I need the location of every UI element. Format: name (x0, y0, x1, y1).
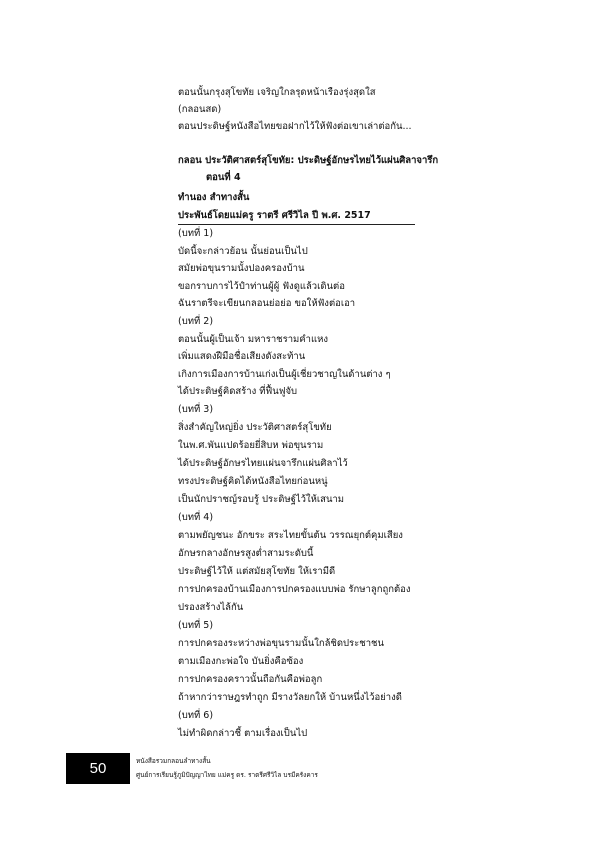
stanza-heading: (บทที่ 3) (178, 404, 214, 415)
melody-line: ทำนอง สำทางสั้น (178, 192, 250, 203)
footer-book-title: หนังสือรวมกลอนลำทางสั้น (136, 757, 211, 765)
header-divider (178, 224, 415, 225)
poem-episode: ตอนที่ 4 (206, 172, 241, 183)
author-line: ประพันธ์โดยแม่ครู ราตรี ศรีวิไล ปี พ.ศ. 2517 (178, 210, 371, 221)
verse-line: ไม่ทำผิดกล่าวชี้ ตามเรื่องเป็นไป (178, 728, 308, 739)
verse-line: เป็นนักปราชญ์รอบรู้ ประดิษฐ์ไว้ให้เสนาม (178, 494, 345, 505)
verse-line: สิ่งสำคัญใหญ่ยิ่ง ประวัติศาสตร์สุโขทัย (178, 422, 332, 433)
intro-line: (กลอนสด) (178, 104, 222, 115)
verse-line: ในพ.ศ.พันแปดร้อยยี่สิบห พ่อขุนราม (178, 440, 324, 451)
verse-line: การปกครองบ้านเมืองการปกครองแบบพ่อ รักษาลูกถูกต้อง (178, 584, 411, 595)
verse-line: ถ้าหากว่าราษฎรทำถูก มีรางวัลยกให้ บ้านหนึ่งไว้อย่างดี (178, 692, 402, 703)
verse-line: ตามเมืองกะพ่อใจ บันยิ่งคือซ้อง (178, 656, 304, 667)
stanza-heading: (บทที่ 4) (178, 512, 214, 523)
verse-line: ทรงประดิษฐ์คิดได้หนังสือไทยก่อนหนู่ (178, 476, 328, 487)
verse-line: อักษรกลางอักษรสูงต่ำสามระดับนี้ (178, 548, 314, 559)
page-number: 50 (66, 753, 130, 784)
verse-line: ขอกราบการไว้ปำท่านผู้ผู้ ฟังดูแล้วเดินต่อ (178, 281, 345, 292)
stanza-heading: (บทที่ 2) (178, 316, 214, 327)
footer-publisher: ศูนย์การเรียนรู้ภูมิปัญญาไทย แม่ครู ดร. ราตรีศรีวิไล บรมีครังคาร (136, 771, 318, 779)
verse-line: เกิงการเมืองการบ้านเก่งเป็นผู้เชี่ยวชาญในด้านต่าง ๆ (178, 369, 391, 380)
verse-line: การปกครองคราวนั้นถือกันคือพ่อลูก (178, 674, 323, 685)
verse-line: ได้ประดิษฐ์อักษรไทยแผ่นจารึกแผ่นศิลาไว้ (178, 458, 348, 469)
verse-line: บัดนี้จะกล่าวย้อน นั้นย่อนเป็นไป (178, 246, 308, 257)
verse-line: ฉันราตรีจะเขียนกลอนย่อย่อ ขอให้ฟังต่อเอา (178, 298, 356, 309)
verse-line: ตามพยัญชนะ อักขระ สระไทยขั้นต้น วรรณยุกต์คุมเสียง (178, 530, 403, 541)
intro-line: ตอนประดิษฐ์หนังสือไทยขอฝากไว้ให้ฟังต่อเขาเล่าต่อกัน... (178, 121, 412, 132)
verse-line: สมัยพ่อขุนรามนั้งปองครองบ้าน (178, 263, 305, 274)
stanza-heading: (บทที่ 5) (178, 620, 214, 631)
stanza-heading: (บทที่ 6) (178, 710, 214, 721)
verse-line: ปรองสร้างไล้กัน (178, 602, 244, 613)
verse-line: การปกครองระหว่างพ่อขุนรามนั้นใกล้ชิดประชาชน (178, 638, 384, 649)
stanza-heading: (บทที่ 1) (178, 228, 214, 239)
verse-line: เพิ่มแสดงฝีมือชื่อเสียงดังสะท้าน (178, 351, 306, 362)
verse-line: ได้ประดิษฐ์คิดสร้าง ที่ฟื้นฟูจับ (178, 386, 298, 397)
verse-line: ตอนนั้นผู้เป็นเจ้า มหาราชรามคำแหง (178, 334, 329, 345)
poem-title: กลอน ประวัติศาสตร์สุโขทัย: ประดิษฐ์อักษรไทยไว้แผ่นศิลาจารึก (178, 155, 439, 166)
intro-line: ตอนนั้นกรุงสุโขทัย เจริญใกลรุดหน้าเรืองรุ่งสุดใส (178, 87, 376, 98)
verse-line: ประดิษฐ์ไว้ให้ แต่สมัยสุโขทัย ให้เรามีดี (178, 566, 336, 577)
